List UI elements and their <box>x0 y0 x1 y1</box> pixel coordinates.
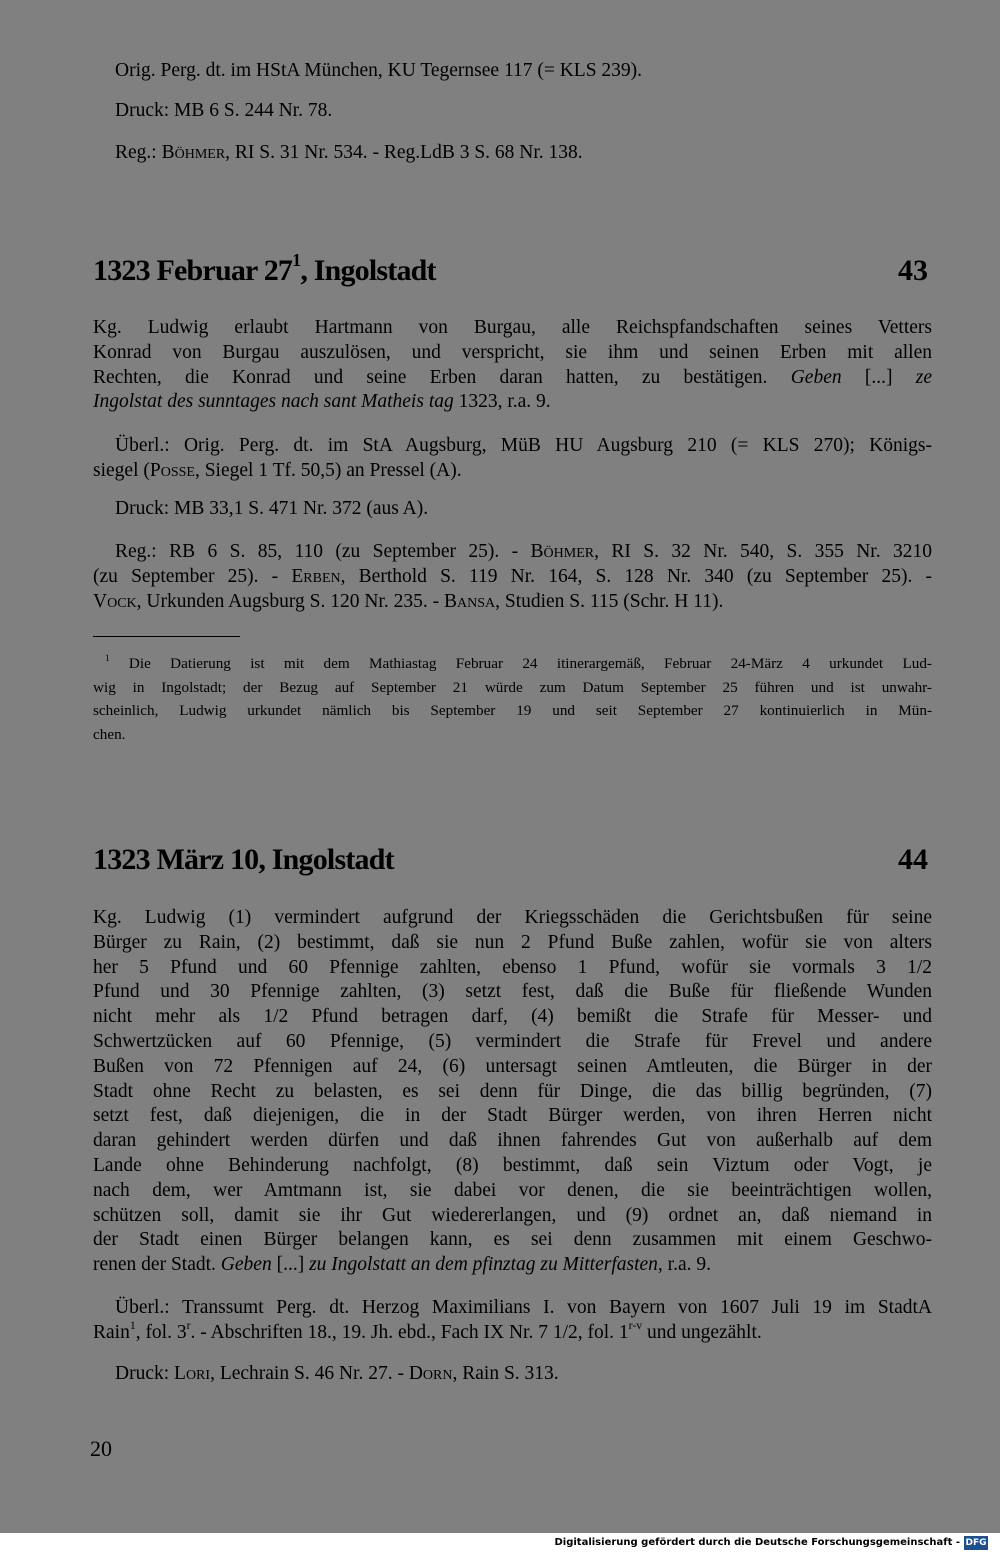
entry-44-ueberlieferung: Überl.: Transsumt Perg. dt. Herzog Maximilians I. von Bayern von 1607 Juli 19 im StadtA Rain$^1$, fol. 3$^r$. - Abschriften 18., 19. Jh. ebd., Fach IX Nr. 7 1/2, fol. 1$^{r-v}$ und ungezählt. <box>93 1297 932 1343</box>
footnote-separator <box>93 636 240 637</box>
entry-44-number: 44 <box>898 843 928 876</box>
entry-43-footnote: $^1$ Die Datierung ist mit dem Mathiastag Februar 24 itinerargemäß, Februar 24-März 4 urkundet Lud- wig in Ingolstadt; der Bezug auf September 21 würde zum Datum September 25 führen und ist unwahr- scheinlich, Ludwig urkundet nämlich bis September 19 und seit September 27 kontinuierlich in Mün- chen. <box>93 652 932 743</box>
entry-43-regesten: Reg.: RB 6 S. 85, 110 (zu September 25). - Böhmer, RI S. 32 Nr. 540, S. 355 Nr. 3210 (zu September 25). - Erben, Berthold S. 119 Nr. 164, S. 128 Nr. 340 (zu September 25). - Vock, Urkunden Augsburg S. 120 Nr. 235. - Bansa, Studien S. 115 (Schr. H 11). <box>93 541 932 612</box>
entry-44-regest: Kg. Ludwig (1) vermindert aufgrund der Kriegsschäden die Gerichtsbußen für seine Bürger zu Rain, (2) bestimmt, daß sie nun 2 Pfund Buße zahlen, wofür sie von alters her 5 Pfund und 60 Pfennige zahlten, ebenso 1 Pfund, wofür sie vormals 3 1/2 Pfund und 30 Pfennige zahlten, (3) setzt fest, daß die Buße für fließende Wunden nicht mehr als 1/2 Pfund betragen darf, (4) bemißt die Strafe für Messer- und Schwertzücken auf 60 Pfennige, (5) vermindert die Strafe für Frevel und andere Bußen von 72 Pfennigen auf 24, (6) untersagt seinen Amtleuten, die Bürger in der Stadt ohne Recht zu belasten, es sei denn für Dinge, die das billig begründen, (7) setzt fest, daß diejenigen, die in der Stadt Bürger werden, von ihren Herren nicht daran gehindert werden dürfen und daß ihnen fahrendes Gut von außerhalb auf dem Lande ohne Behinderung nachfolgt, (8) bestimmt, daß sein Viztum oder Vogt, je nach dem, wer Amtmann ist, sie dabei vor denen, die sie beeinträchtigen wollen, schützen soll, damit sie ihr Gut wiedererlangen, und (9) ordnet an, daß niemand in der Stadt einen Bürger belangen kann, es sei denn zusammen mit einem Geschwo- renen der Stadt. Geben [...] zu Ingolstatt an dem pfinztag zu Mitterfasten, r.a. 9. <box>93 907 932 1276</box>
entry-44-heading: 1323 März 10, Ingolstadt <box>93 843 394 876</box>
prev-druck-line: Druck: MB 6 S. 244 Nr. 78. <box>115 100 333 121</box>
entry-44-druck: Druck: Lori, Lechrain S. 46 Nr. 27. - Dorn, Rain S. 313. <box>115 1363 559 1384</box>
entry-43-heading: 1323 Februar $27^1$, Ingolstadt <box>93 250 436 287</box>
dfg-logo: DFG <box>965 1538 987 1548</box>
entry-43-druck: Druck: MB 33,1 S. 471 Nr. 372 (aus A). <box>115 498 429 519</box>
entry-43-ueberlieferung: Überl.: Orig. Perg. dt. im StA Augsburg, MüB HU Augsburg 210 (= KLS 270); Königs- siegel (Posse, Siegel 1 Tf. 50,5) an Pressel (A). <box>93 435 932 481</box>
entry-43-regest: Kg. Ludwig erlaubt Hartmann von Burgau, alle Reichspfandschaften seines Vetters Konrad von Burgau auszulösen, und verspricht, sie ihm und seinen Erben mit allen Rechten, die Konrad und seine Erben daran hatten, zu bestätigen. Geben [...] ze Ingolstat des sunntages nach sant Matheis tag 1323, r.a. 9. <box>93 317 932 413</box>
footnote-ref-1: 1 <box>292 250 301 271</box>
prev-orig-line: Orig. Perg. dt. im HStA München, KU Tegernsee 117 (= KLS 239). <box>115 60 643 81</box>
entry-43-number: 43 <box>898 254 928 287</box>
prev-reg-line: Reg.: Böhmer, RI S. 31 Nr. 534. - Reg.LdB 3 S. 68 Nr. 138. <box>115 142 583 163</box>
page-number: 20 <box>90 1436 112 1461</box>
dfg-credit-text: Digitalisierung gefördert durch die Deutsche Forschungsgemeinschaft - <box>554 1537 960 1548</box>
